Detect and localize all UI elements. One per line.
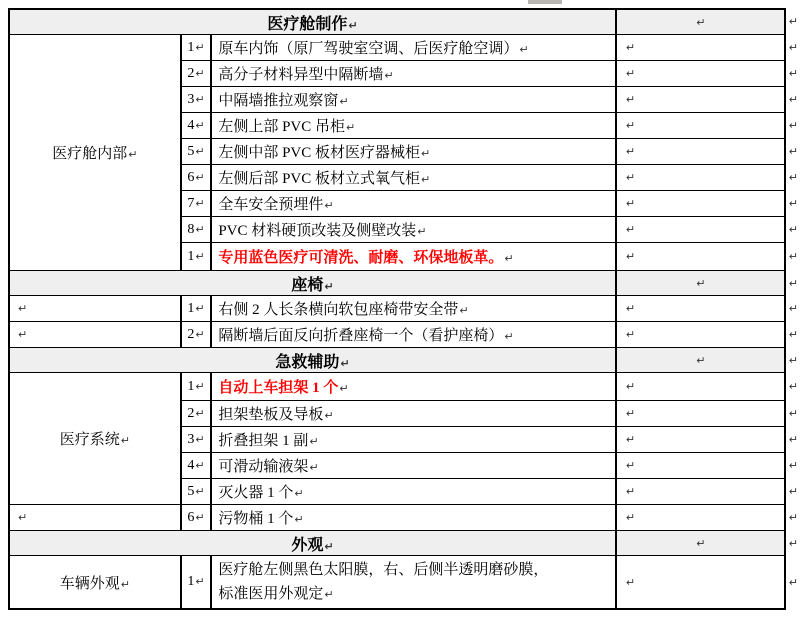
pilcrow-mark: ↵ [309, 435, 319, 448]
item-text: 污物桶 1 个 [218, 511, 294, 527]
pilcrow-mark: ↵ [195, 196, 205, 210]
pilcrow-mark: ↵ [195, 510, 205, 524]
row-number: 4 [187, 117, 195, 133]
row-end-mark [785, 373, 799, 401]
item-text: 折叠担架 1 副 [218, 433, 309, 449]
row-end-mark [785, 87, 799, 113]
pilcrow-mark: ↵ [625, 119, 636, 132]
value-cell [616, 373, 785, 401]
value-cell [616, 113, 785, 139]
pilcrow-mark: ↵ [788, 93, 798, 106]
row-number-cell [181, 87, 212, 113]
pilcrow-mark: ↵ [417, 225, 427, 238]
row-number: 1 [187, 39, 195, 55]
pilcrow-mark: ↵ [625, 459, 636, 472]
pilcrow-mark: ↵ [195, 458, 205, 472]
value-cell [616, 271, 785, 296]
pilcrow-mark: ↵ [348, 18, 358, 32]
pilcrow-mark: ↵ [18, 328, 28, 341]
pilcrow-mark: ↵ [18, 302, 28, 315]
row-number: 4 [187, 457, 195, 473]
table-row [9, 35, 799, 61]
pilcrow-mark: ↵ [195, 170, 205, 184]
empty-category-cell [9, 322, 181, 348]
item-text-cell [211, 87, 616, 113]
row-end-mark [785, 217, 799, 243]
pilcrow-mark: ↵ [625, 171, 636, 184]
item-text: 右侧 2 人长条横向软包座椅带安全带 [218, 302, 459, 318]
pilcrow-mark: ↵ [625, 41, 636, 54]
pilcrow-mark: ↵ [625, 328, 636, 341]
row-end-mark [785, 479, 799, 505]
pilcrow-mark: ↵ [519, 43, 529, 56]
row-number-cell [181, 35, 212, 61]
pilcrow-mark: ↵ [324, 587, 334, 601]
row-end-mark [785, 505, 799, 531]
pilcrow-mark: ↵ [120, 434, 130, 447]
pilcrow-mark: ↵ [788, 433, 798, 446]
pilcrow-mark: ↵ [324, 199, 334, 212]
item-text-cell [211, 479, 616, 505]
pilcrow-mark: ↵ [195, 92, 205, 106]
pilcrow-mark: ↵ [625, 485, 636, 498]
pilcrow-mark: ↵ [294, 513, 304, 526]
item-text-cell [211, 296, 616, 322]
value-cell [616, 453, 785, 479]
pilcrow-mark: ↵ [195, 406, 205, 420]
row-number-cell [181, 243, 212, 271]
section-header-row [9, 9, 799, 35]
item-text: 高分子材料异型中隔断墙 [218, 67, 384, 83]
pilcrow-mark: ↵ [625, 197, 636, 210]
row-end-mark [785, 139, 799, 165]
pilcrow-mark: ↵ [788, 250, 798, 263]
pilcrow-mark: ↵ [421, 173, 431, 186]
pilcrow-mark: ↵ [195, 40, 205, 54]
item-text-cell [211, 505, 616, 531]
item-text-cell [211, 243, 616, 271]
pilcrow-mark: ↵ [504, 330, 514, 343]
table-row [9, 505, 799, 531]
pilcrow-mark: ↵ [788, 302, 798, 315]
pilcrow-mark: ↵ [195, 379, 205, 393]
row-end-mark [785, 401, 799, 427]
table-row [9, 373, 799, 401]
row-number: 1 [187, 248, 195, 264]
row-number: 6 [187, 509, 195, 525]
item-text: 担架垫板及导板 [218, 407, 324, 423]
category-cell [9, 373, 181, 505]
item-text-cell [211, 113, 616, 139]
section-title: 医疗舱制作 [267, 15, 348, 33]
value-cell [616, 348, 785, 373]
row-number: 6 [187, 169, 195, 185]
pilcrow-mark: ↵ [625, 302, 636, 315]
pilcrow-mark: ↵ [195, 222, 205, 236]
item-text-cell [211, 217, 616, 243]
pilcrow-mark: ↵ [788, 575, 798, 589]
row-end-mark [785, 556, 799, 610]
row-end-mark [785, 191, 799, 217]
item-text: 中隔墙推拉观察窗 [218, 93, 339, 109]
pilcrow-mark: ↵ [788, 380, 798, 393]
row-end-mark [785, 271, 799, 296]
item-text-cell [211, 61, 616, 87]
row-end-mark [785, 322, 799, 348]
item-text: 原车内饰（原厂驾驶室空调、后医疗舱空调） [218, 41, 519, 57]
pilcrow-mark: ↵ [346, 121, 356, 134]
item-text-cell [211, 35, 616, 61]
item-text-line2: 标准医用外观定 [218, 585, 324, 602]
pilcrow-mark: ↵ [18, 511, 28, 524]
item-text: 左侧后部 PVC 板材立式氧气柜 [218, 171, 420, 187]
row-number: 1 [187, 378, 195, 394]
value-cell [616, 61, 785, 87]
item-text: 左侧上部 PVC 吊柜 [218, 119, 345, 135]
pilcrow-mark: ↵ [195, 249, 205, 263]
pilcrow-mark: ↵ [625, 433, 636, 446]
value-cell [616, 556, 785, 610]
row-number-cell [181, 427, 212, 453]
pilcrow-mark: ↵ [294, 487, 304, 500]
value-cell [616, 35, 785, 61]
section-title-cell [9, 348, 616, 373]
section-title: 外观 [291, 536, 324, 554]
pilcrow-mark: ↵ [696, 536, 706, 550]
row-end-mark [785, 61, 799, 87]
empty-category-cell [9, 505, 181, 531]
value-cell [616, 243, 785, 271]
row-end-mark [785, 296, 799, 322]
pilcrow-mark: ↵ [195, 484, 205, 498]
row-number-cell [181, 296, 212, 322]
category-cell [9, 35, 181, 271]
value-cell [616, 165, 785, 191]
pilcrow-mark: ↵ [625, 93, 636, 106]
table-row [9, 296, 799, 322]
pilcrow-mark: ↵ [339, 95, 349, 108]
row-number: 2 [187, 405, 195, 421]
item-text-cell [211, 556, 616, 610]
section-header-row [9, 271, 799, 296]
pilcrow-mark: ↵ [625, 575, 636, 589]
section-title-cell [9, 531, 616, 556]
item-text-cell [211, 139, 616, 165]
pilcrow-mark: ↵ [128, 148, 138, 161]
pilcrow-mark: ↵ [788, 407, 798, 420]
pilcrow-mark: ↵ [625, 380, 636, 393]
item-text-cell [211, 373, 616, 401]
pilcrow-mark: ↵ [625, 145, 636, 158]
item-text-cell [211, 322, 616, 348]
pilcrow-mark: ↵ [788, 15, 798, 29]
value-cell [616, 296, 785, 322]
table-row [9, 556, 799, 610]
pilcrow-mark: ↵ [696, 276, 706, 290]
pilcrow-mark: ↵ [120, 577, 130, 591]
row-end-mark [785, 427, 799, 453]
row-number-cell [181, 373, 212, 401]
cropped-text-artifact [528, 0, 562, 4]
item-text-cell [211, 191, 616, 217]
empty-category-cell [9, 296, 181, 322]
row-number: 3 [187, 91, 195, 107]
row-number: 5 [187, 483, 195, 499]
pilcrow-mark: ↵ [195, 66, 205, 80]
row-end-mark [785, 453, 799, 479]
value-cell [616, 505, 785, 531]
item-text: 左侧中部 PVC 板材医疗器械柜 [218, 145, 420, 161]
pilcrow-mark: ↵ [324, 539, 334, 553]
pilcrow-mark: ↵ [625, 67, 636, 80]
pilcrow-mark: ↵ [788, 511, 798, 524]
item-text: 全车安全预埋件 [218, 197, 324, 213]
pilcrow-mark: ↵ [788, 459, 798, 472]
row-number: 5 [187, 143, 195, 159]
pilcrow-mark: ↵ [339, 382, 349, 395]
pilcrow-mark: ↵ [324, 279, 334, 293]
row-number-cell [181, 217, 212, 243]
item-text: 可滑动输液架 [218, 459, 309, 475]
item-text: 灭火器 1 个 [218, 485, 294, 501]
item-text-cell [211, 453, 616, 479]
pilcrow-mark: ↵ [788, 328, 798, 341]
value-cell [616, 9, 785, 35]
category-cell [9, 556, 181, 610]
pilcrow-mark: ↵ [459, 304, 469, 317]
row-number-cell [181, 322, 212, 348]
row-end-mark [785, 531, 799, 556]
category-label: 医疗系统 [59, 432, 120, 448]
item-text: PVC 材料硬顶改装及侧壁改装 [218, 223, 417, 239]
pilcrow-mark: ↵ [788, 119, 798, 132]
item-text-cell [211, 165, 616, 191]
row-end-mark [785, 9, 799, 35]
row-number-cell [181, 113, 212, 139]
spec-table [8, 8, 800, 610]
item-text: 专用蓝色医疗可清洗、耐磨、环保地板革。 [218, 250, 504, 266]
pilcrow-mark: ↵ [504, 252, 514, 265]
row-end-mark [785, 243, 799, 271]
item-text-cell [211, 427, 616, 453]
pilcrow-mark: ↵ [421, 147, 431, 160]
category-label: 医疗舱内部 [52, 146, 128, 162]
pilcrow-mark: ↵ [788, 171, 798, 184]
row-number-cell [181, 453, 212, 479]
pilcrow-mark: ↵ [788, 276, 798, 290]
row-end-mark [785, 165, 799, 191]
category-label: 车辆外观 [59, 575, 120, 592]
pilcrow-mark: ↵ [384, 69, 394, 82]
pilcrow-mark: ↵ [625, 407, 636, 420]
row-number-cell [181, 479, 212, 505]
value-cell [616, 401, 785, 427]
pilcrow-mark: ↵ [788, 145, 798, 158]
pilcrow-mark: ↵ [195, 575, 205, 588]
value-cell [616, 427, 785, 453]
pilcrow-mark: ↵ [195, 432, 205, 446]
row-number: 2 [187, 65, 195, 81]
value-cell [616, 217, 785, 243]
value-cell [616, 479, 785, 505]
pilcrow-mark: ↵ [788, 41, 798, 54]
section-title: 座椅 [291, 276, 324, 294]
row-end-mark [785, 35, 799, 61]
pilcrow-mark: ↵ [324, 409, 334, 422]
pilcrow-mark: ↵ [788, 223, 798, 236]
pilcrow-mark: ↵ [309, 461, 319, 474]
value-cell [616, 139, 785, 165]
row-end-mark [785, 113, 799, 139]
row-end-mark [785, 348, 799, 373]
pilcrow-mark: ↵ [788, 536, 798, 550]
row-number-cell [181, 556, 212, 610]
pilcrow-mark: ↵ [696, 15, 706, 29]
pilcrow-mark: ↵ [788, 67, 798, 80]
value-cell [616, 531, 785, 556]
pilcrow-mark: ↵ [340, 356, 350, 370]
row-number-cell [181, 61, 212, 87]
row-number: 7 [187, 195, 195, 211]
pilcrow-mark: ↵ [788, 485, 798, 498]
section-header-row [9, 348, 799, 373]
pilcrow-mark: ↵ [625, 511, 636, 524]
section-title: 急救辅助 [275, 353, 340, 371]
section-title-cell [9, 9, 616, 35]
row-number-cell [181, 191, 212, 217]
row-number: 8 [187, 221, 195, 237]
pilcrow-mark: ↵ [696, 353, 706, 367]
item-text: 自动上车担架 1 个 [218, 380, 339, 396]
table-row [9, 322, 799, 348]
pilcrow-mark: ↵ [195, 118, 205, 132]
pilcrow-mark: ↵ [625, 250, 636, 263]
item-text: 隔断墙后面反向折叠座椅一个（看护座椅） [218, 328, 504, 344]
pilcrow-mark: ↵ [195, 327, 205, 341]
row-number-cell [181, 165, 212, 191]
row-number: 2 [187, 326, 195, 342]
value-cell [616, 322, 785, 348]
row-number: 1 [187, 574, 195, 589]
pilcrow-mark: ↵ [788, 353, 798, 367]
row-number-cell [181, 505, 212, 531]
section-title-cell [9, 271, 616, 296]
pilcrow-mark: ↵ [195, 301, 205, 315]
row-number-cell [181, 139, 212, 165]
pilcrow-mark: ↵ [195, 144, 205, 158]
row-number: 1 [187, 300, 195, 316]
row-number-cell [181, 401, 212, 427]
value-cell [616, 87, 785, 113]
pilcrow-mark: ↵ [788, 197, 798, 210]
item-text-line1: 医疗舱左侧黑色太阳膜，右、后侧半透明磨砂膜， [218, 561, 549, 578]
section-header-row [9, 531, 799, 556]
item-text-cell [211, 401, 616, 427]
pilcrow-mark: ↵ [625, 223, 636, 236]
row-number: 3 [187, 431, 195, 447]
value-cell [616, 191, 785, 217]
